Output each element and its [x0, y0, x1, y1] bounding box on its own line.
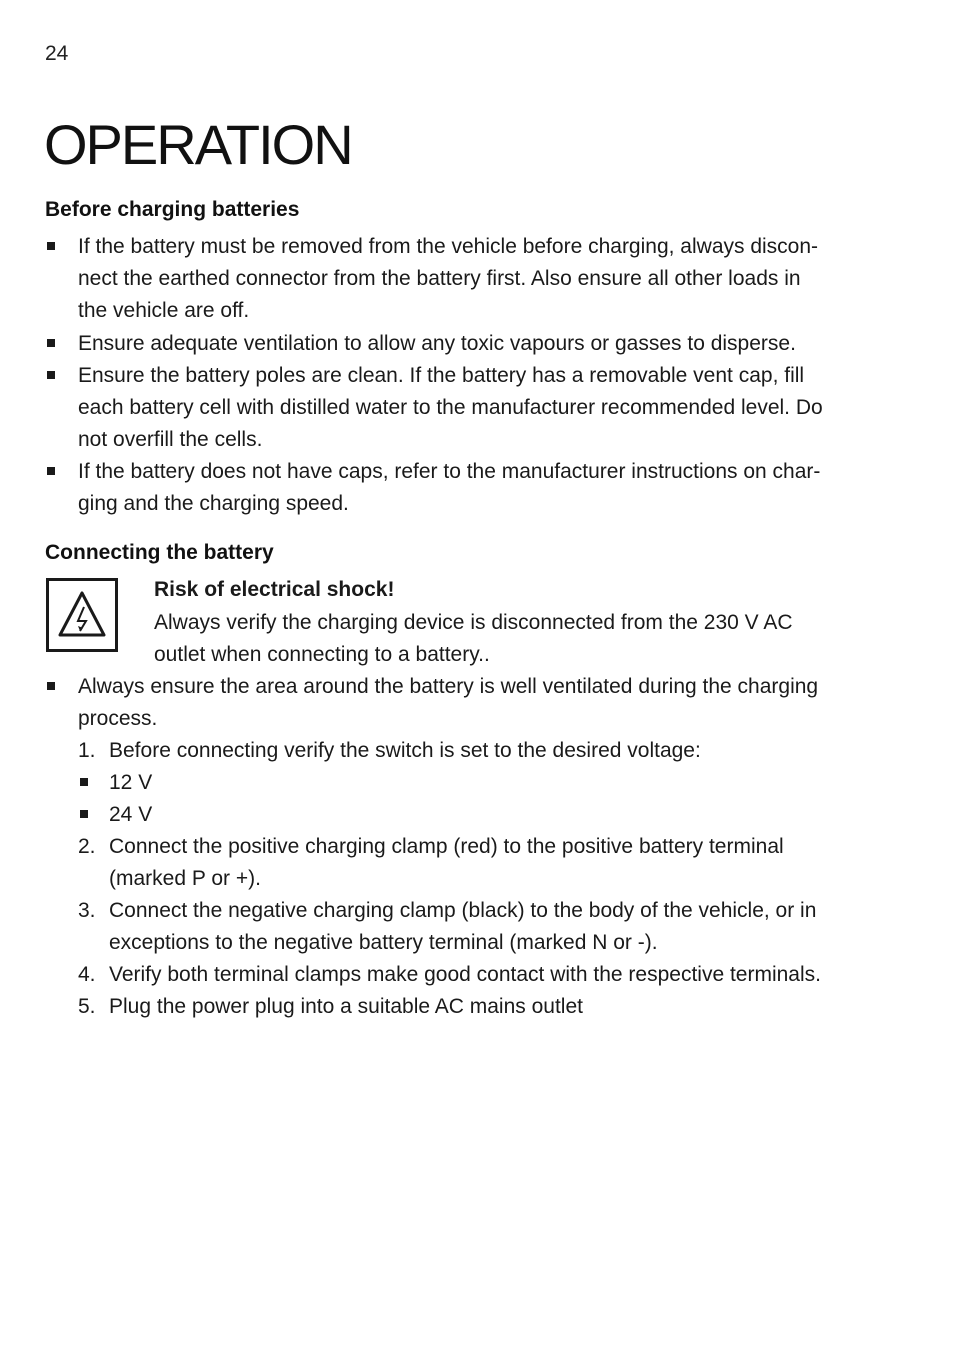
bullet-text: Always ensure the area around the battery is well ventilated during the charging	[78, 675, 819, 698]
bullet-text: process.	[78, 707, 158, 730]
step-text: Connect the positive charging clamp (red) to the positive battery terminal	[109, 835, 784, 858]
bullet-marker	[47, 467, 55, 475]
bullet-text: ging and the charging speed.	[78, 492, 349, 515]
step-text: Plug the power plug into a suitable AC mains outlet	[109, 995, 583, 1018]
voltage-option: 12 V	[109, 771, 153, 794]
bullet-text: the vehicle are off.	[78, 299, 250, 322]
bullet-text: each battery cell with distilled water to the manufacturer recommended level. Do	[78, 396, 823, 419]
bullet-text: not overfill the cells.	[78, 428, 263, 451]
page-title: OPERATION	[44, 113, 352, 176]
section-heading-connecting: Connecting the battery	[45, 541, 274, 564]
warning-text: Always verify the charging device is disconnected from the 230 V AC	[154, 611, 793, 634]
bullet-text: If the battery must be removed from the vehicle before charging, always discon-	[78, 235, 819, 258]
step-text: (marked P or +).	[109, 867, 261, 890]
bullet-marker	[80, 778, 88, 786]
step-number: 5.	[78, 995, 96, 1018]
bullet-text: If the battery does not have caps, refer to the manufacturer instructions on char-	[78, 460, 821, 483]
step-number: 2.	[78, 835, 96, 858]
bullet-marker	[47, 682, 55, 690]
page-number: 24	[45, 42, 69, 65]
step-number: 1.	[78, 739, 96, 762]
step-text: Before connecting verify the switch is set to the desired voltage:	[109, 739, 701, 762]
step-number: 4.	[78, 963, 96, 986]
bullet-text: nect the earthed connector from the battery first. Also ensure all other loads in	[78, 267, 801, 290]
section-heading-before-charging: Before charging batteries	[45, 198, 300, 221]
bullet-marker	[80, 810, 88, 818]
bullet-marker	[47, 339, 55, 347]
warning-title: Risk of electrical shock!	[154, 578, 395, 601]
bullet-text: Ensure the battery poles are clean. If the battery has a removable vent cap, fill	[78, 364, 805, 387]
step-text: exceptions to the negative battery terminal (marked N or -).	[109, 931, 658, 954]
bullet-marker	[47, 371, 55, 379]
bullet-text: Ensure adequate ventilation to allow any toxic vapours or gasses to disperse.	[78, 332, 796, 355]
electrical-shock-warning-icon	[49, 581, 115, 649]
step-text: Verify both terminal clamps make good contact with the respective terminals.	[109, 963, 821, 986]
step-text: Connect the negative charging clamp (black) to the body of the vehicle, or in	[109, 899, 817, 922]
warning-text: outlet when connecting to a battery..	[154, 643, 490, 666]
warning-box	[46, 578, 118, 652]
voltage-option: 24 V	[109, 803, 153, 826]
step-number: 3.	[78, 899, 96, 922]
bullet-marker	[47, 242, 55, 250]
